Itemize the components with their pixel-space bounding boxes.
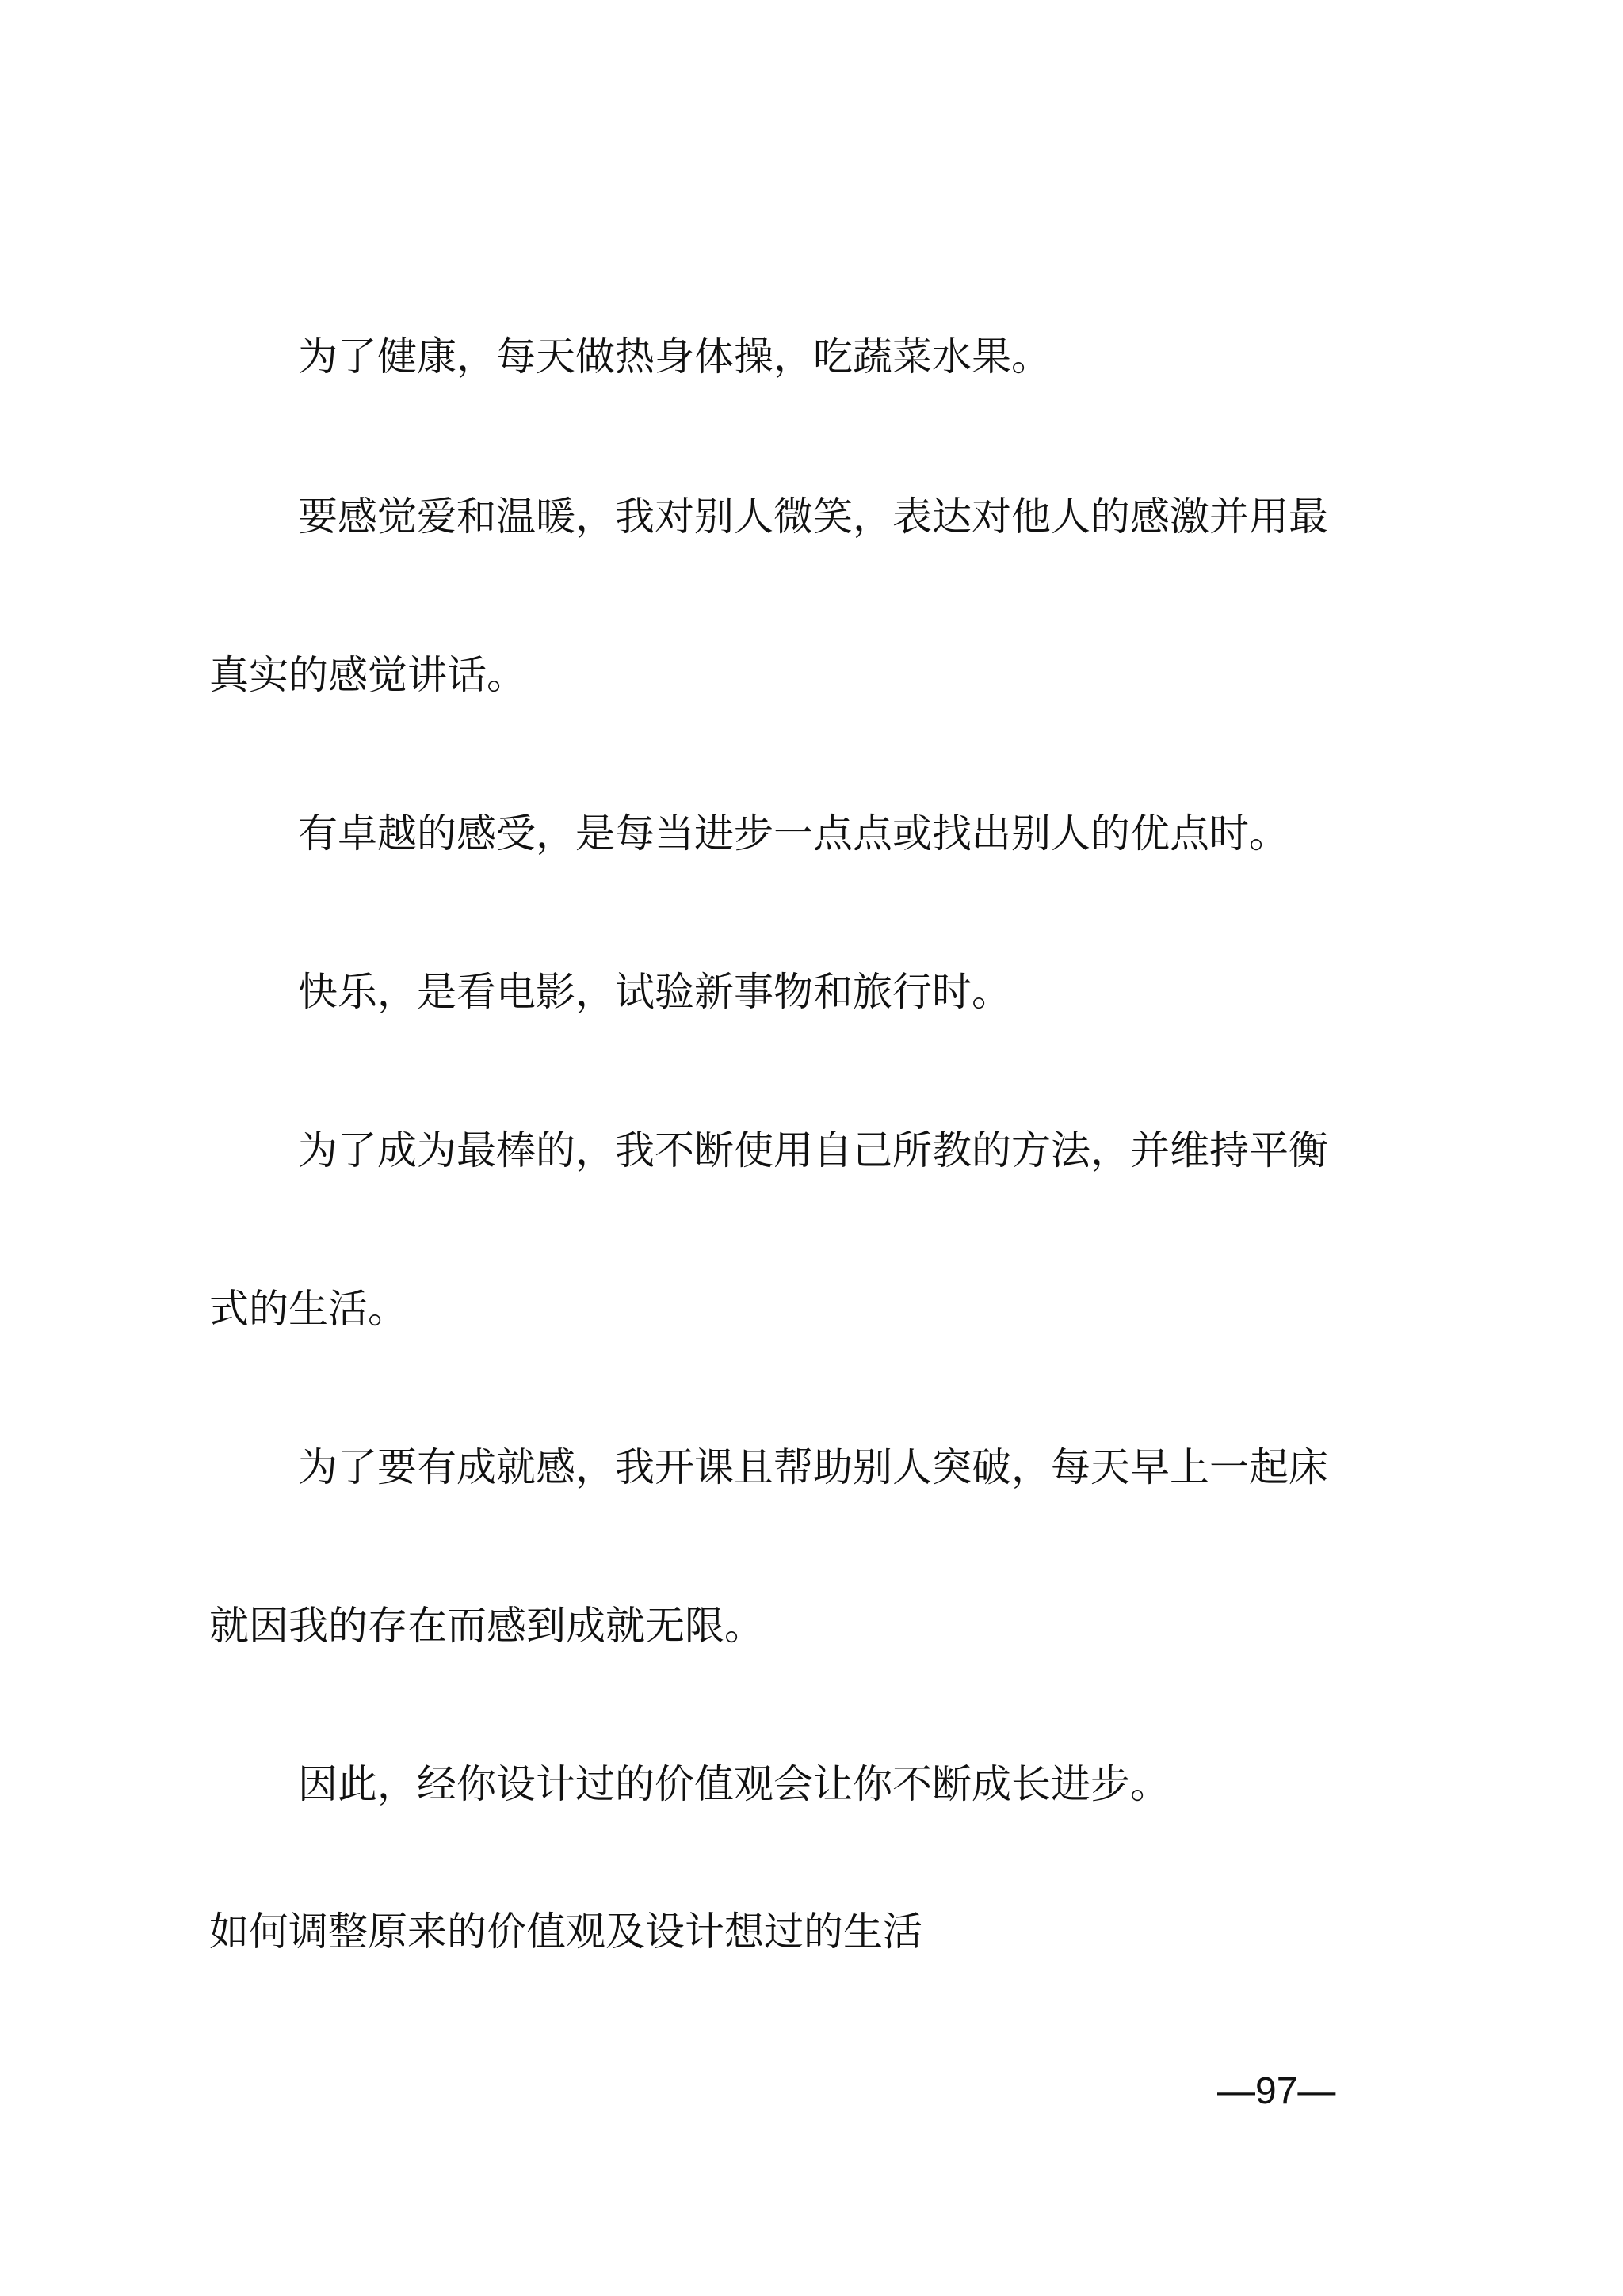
paragraph-best-line-1: 为了成为最棒的，我不断使用自己所教的方法，并维持平衡	[298, 1127, 1328, 1173]
paragraph-excellence-line-1: 有卓越的感受，是每当进步一点点或找出别人的优点时。	[298, 810, 1289, 856]
paragraph-achievement-line-1: 为了要有成就感，我开课且帮助别人突破，每天早上一起床	[298, 1444, 1328, 1490]
paragraph-best-line-2: 式的生活。	[209, 1286, 407, 1332]
page-number: —97—	[1217, 2070, 1336, 2112]
section-heading: 如何调整原来的价值观及设计想过的生活	[209, 1909, 922, 1955]
paragraph-love-line-1: 要感觉爱和温暖，我对别人微笑，表达对他人的感激并用最	[298, 494, 1328, 540]
paragraph-achievement-line-2: 就因我的存在而感到成就无限。	[209, 1603, 764, 1649]
paragraph-conclusion-line-1: 因此，经你设计过的价值观会让你不断成长进步。	[298, 1761, 1170, 1807]
paragraph-love-line-2: 真实的感觉讲话。	[209, 652, 526, 698]
paragraph-happiness-line-1: 快乐，是看电影，试验新事物和旅行时。	[298, 969, 1011, 1015]
paragraph-health-line-1: 为了健康，每天做热身体操，吃蔬菜水果。	[298, 334, 1051, 379]
